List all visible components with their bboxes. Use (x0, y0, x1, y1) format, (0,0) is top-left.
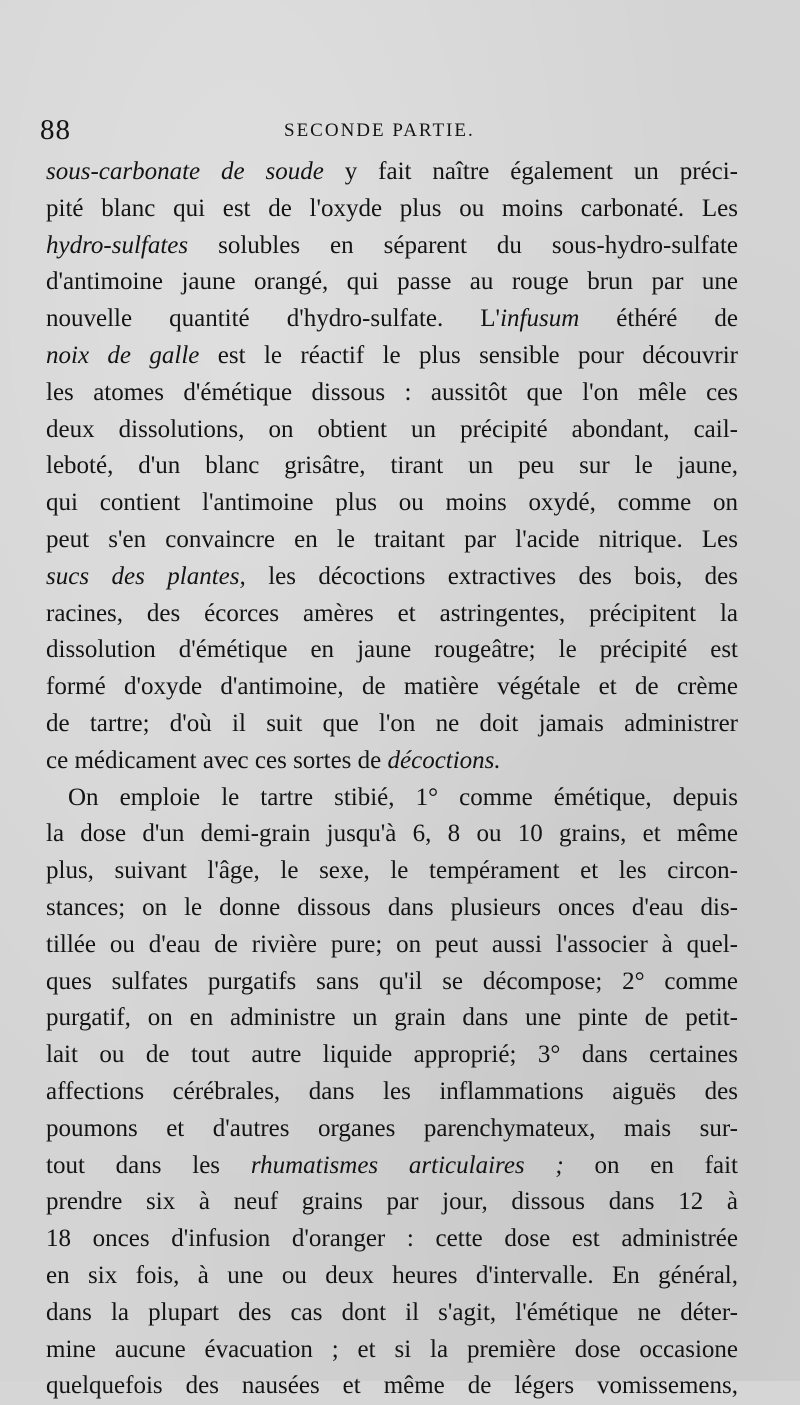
text-line (46, 669, 738, 706)
text-line (46, 1368, 738, 1405)
text-line (46, 1111, 738, 1148)
text-line (46, 853, 738, 890)
text-line (46, 154, 738, 191)
text-segment: solubles en séparent du sous-hydro-sulfate (188, 231, 738, 259)
page-header (40, 114, 740, 154)
text-line (46, 743, 738, 780)
italic-text: sous-carbonate de soude (46, 158, 324, 185)
text-line (46, 964, 738, 1001)
text-line (46, 1000, 738, 1037)
running-head: SECONDE PARTIE. (284, 120, 475, 141)
text-segment: y fait naître également un préci- (323, 158, 738, 185)
text-line (46, 228, 738, 265)
text-segment: plus, suivant l'âge, le sexe, le tempérament et les circon- (46, 857, 738, 885)
text-line (46, 927, 738, 964)
text-line (46, 1037, 738, 1074)
text-line (46, 1258, 738, 1295)
text-line (46, 412, 738, 449)
text-line (46, 1295, 738, 1332)
text-line (46, 1221, 738, 1258)
italic-text: noix de galle (46, 341, 200, 369)
italic-text: hydro-sulfates (46, 231, 189, 259)
text-line (46, 448, 738, 485)
text-segment: poumons et d'autres organes parenchymateux, mais sur- (46, 1114, 738, 1142)
text-segment: purgatif, on en administre un grain dans une pinte de petit- (46, 1004, 738, 1032)
text-segment: les atomes d'émétique dissous : aussitôt que l'on mêle ces (46, 378, 738, 406)
text-line (46, 1184, 738, 1221)
text-line (46, 780, 738, 817)
text-segment: deux dissolutions, on obtient un précipité abondant, cail- (46, 415, 738, 443)
text-segment: d'antimoine jaune orangé, qui passe au rouge brun par une (46, 268, 738, 296)
text-segment: ques sulfates purgatifs sans qu'il se décompose; 2° comme (46, 967, 738, 995)
text-segment: formé d'oxyde d'antimoine, de matière végétale et de crème (46, 673, 738, 701)
text-segment: peut s'en convaincre en le traitant par l'acide nitrique. Les (46, 525, 738, 553)
text-segment: de tartre; d'où il suit que l'on ne doit jamais administrer (46, 709, 738, 737)
italic-text: rhumatismes articulaires ; (250, 1151, 564, 1179)
page-number: 88 (40, 114, 71, 146)
text-segment: dans la plupart des cas dont il s'agit, l'émétique ne déter- (46, 1298, 738, 1326)
text-segment: qui contient l'antimoine plus ou moins oxydé, comme on (46, 489, 738, 517)
text-line (46, 890, 738, 927)
text-segment: en six fois, à une ou deux heures d'intervalle. En général, (46, 1261, 738, 1289)
text-line (46, 338, 738, 375)
text-segment: lait ou de tout autre liquide approprié; 3° dans certaines (46, 1041, 738, 1069)
text-line (46, 632, 738, 669)
text-segment: affections cérébrales, dans les inflammations aiguës des (46, 1077, 738, 1105)
text-segment: tillée ou d'eau de rivière pure; on peut aussi l'associer à quel- (46, 930, 738, 958)
text-line (46, 522, 738, 559)
text-line (46, 1332, 738, 1369)
text-segment: quelquefois des nausées et même de légers vomissemens, (46, 1372, 738, 1400)
text-segment: 18 onces d'infusion d'oranger : cette dose est administrée (46, 1225, 738, 1253)
text-segment: stances; on le donne dissous dans plusieurs onces d'eau dis- (46, 893, 738, 921)
text-line (46, 1148, 738, 1185)
text-segment: est le réactif le plus sensible pour découvrir (199, 341, 738, 369)
text-line (46, 1074, 738, 1111)
italic-text: décoctions. (387, 746, 501, 774)
text-segment: les décoctions extractives des bois, des (245, 562, 738, 590)
text-line (46, 485, 738, 522)
text-line (46, 706, 738, 743)
text-segment: pité blanc qui est de l'oxyde plus ou moins carbonaté. Les (46, 194, 738, 222)
text-line (46, 264, 738, 301)
text-segment: la dose d'un demi-grain jusqu'à 6, 8 ou 10 grains, et même (46, 820, 738, 848)
text-segment: ce médicament avec ces sortes de (46, 746, 388, 774)
italic-text: infusum (500, 305, 580, 333)
text-line (46, 375, 738, 412)
text-line (46, 816, 738, 853)
text-segment: On emploie le tartre stibié, 1° comme émétique, depuis (68, 783, 738, 811)
text-segment: tout dans les (46, 1151, 251, 1179)
text-segment: éthéré de (579, 305, 739, 333)
text-segment: on en fait (563, 1151, 738, 1179)
text-segment: dissolution d'émétique en jaune rougeâtre; le précipité est (46, 636, 738, 664)
text-segment: nouvelle quantité d'hydro-sulfate. L' (46, 305, 501, 333)
text-segment: mine aucune évacuation ; et si la première dose occasione (46, 1335, 738, 1363)
body-text (46, 154, 738, 1405)
text-line (46, 596, 738, 633)
text-line (46, 559, 738, 596)
text-segment: racines, des écorces amères et astringentes, précipitent la (46, 599, 738, 627)
italic-text: sucs des plantes, (46, 562, 246, 590)
text-line (46, 191, 738, 228)
text-segment: leboté, d'un blanc grisâtre, tirant un peu sur le jaune, (46, 452, 738, 480)
text-line (46, 301, 738, 338)
text-segment: prendre six à neuf grains par jour, dissous dans 12 à (46, 1188, 738, 1216)
